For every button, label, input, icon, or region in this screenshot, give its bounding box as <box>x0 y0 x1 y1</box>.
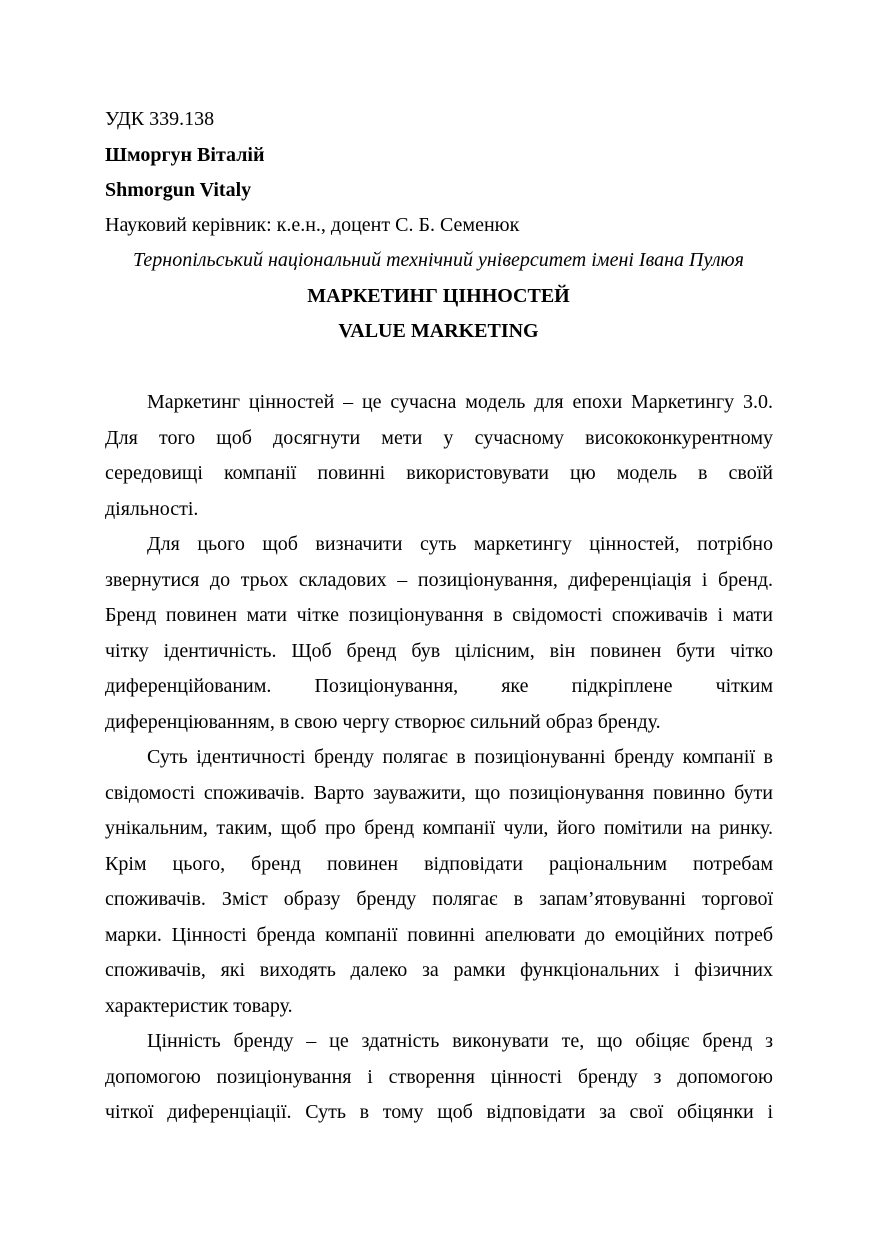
paragraph-line: характеристик товару. <box>105 994 293 1017</box>
paragraph-line: диференціюванням, в свою чергу створює сильний образ бренду. <box>105 710 661 733</box>
paragraph-line: середовищі компанії повинні використовувати цю модель в своїй <box>105 462 773 484</box>
paragraph-1 <box>105 385 773 527</box>
title-en: VALUE MARKETING <box>338 320 539 342</box>
paragraph-line: Крім цього, бренд повинен відповідати раціональним потребам <box>105 852 773 875</box>
paragraph-2 <box>105 527 773 740</box>
paragraph-3 <box>105 740 773 1024</box>
udk-code: УДК 339.138 <box>105 108 215 130</box>
paragraph-line: споживачів. Зміст образу бренду полягає в запам’ятовуванні торгової <box>105 888 773 910</box>
affiliation-line: Тернопільський національний технічний університет імені Івана Пулюя <box>133 249 744 271</box>
paragraph-4 <box>105 1024 773 1131</box>
paragraph-line: допомогою позиціонування і створення цінності бренду з допомогою <box>105 1065 773 1088</box>
paragraph-line: діяльності. <box>105 497 199 520</box>
paragraph-line: Бренд повинен мати чітке позиціонування в свідомості споживачів і мати <box>105 604 773 626</box>
paragraph-line: Цінність бренду – це здатність виконувати те, що обіцяє бренд з <box>147 1030 773 1052</box>
paragraph-line: чітку ідентичність. Щоб бренд був цілісним, він повинен бути чітко <box>105 639 773 662</box>
paragraph-line: свідомості споживачів. Варто зауважити, що позиціонування повинно бути <box>105 781 773 804</box>
title-ua: МАРКЕТИНГ ЦІННОСТЕЙ <box>307 285 570 307</box>
paragraph-line: споживачів, які виходять далеко за рамки функціональних і фізичних <box>105 959 773 981</box>
supervisor-line: Науковий керівник: к.е.н., доцент С. Б. Семенюк <box>105 214 520 236</box>
author-name-en: Shmorgun Vitaly <box>105 179 252 201</box>
paragraph-line: чіткої диференціації. Суть в тому щоб відповідати за свої обіцянки і <box>105 1101 773 1123</box>
paragraph-line: марки. Цінності бренда компанії повинні апелювати до емоційних потреб <box>105 923 773 946</box>
paragraph-line: унікальним, таким, щоб про бренд компанії чули, його помітили на ринку. <box>105 817 773 839</box>
paragraph-line: Для цього щоб визначити суть маркетингу цінностей, потрібно <box>147 533 773 555</box>
author-name-ua: Шморгун Віталій <box>105 144 265 166</box>
paragraph-line: Суть ідентичності бренду полягає в позиціонуванні бренду компанії в <box>147 746 773 768</box>
paragraph-line: звернутися до трьох складових – позиціонування, диференціація і бренд. <box>105 568 773 591</box>
paragraph-line: диференційованим. Позиціонування, яке підкріплене чітким <box>105 675 773 697</box>
paragraph-line: Маркетинг цінностей – це сучасна модель для епохи Маркетингу 3.0. <box>147 391 773 413</box>
paragraph-line: Для того щоб досягнути мети у сучасному висококонкурентному <box>105 426 773 449</box>
